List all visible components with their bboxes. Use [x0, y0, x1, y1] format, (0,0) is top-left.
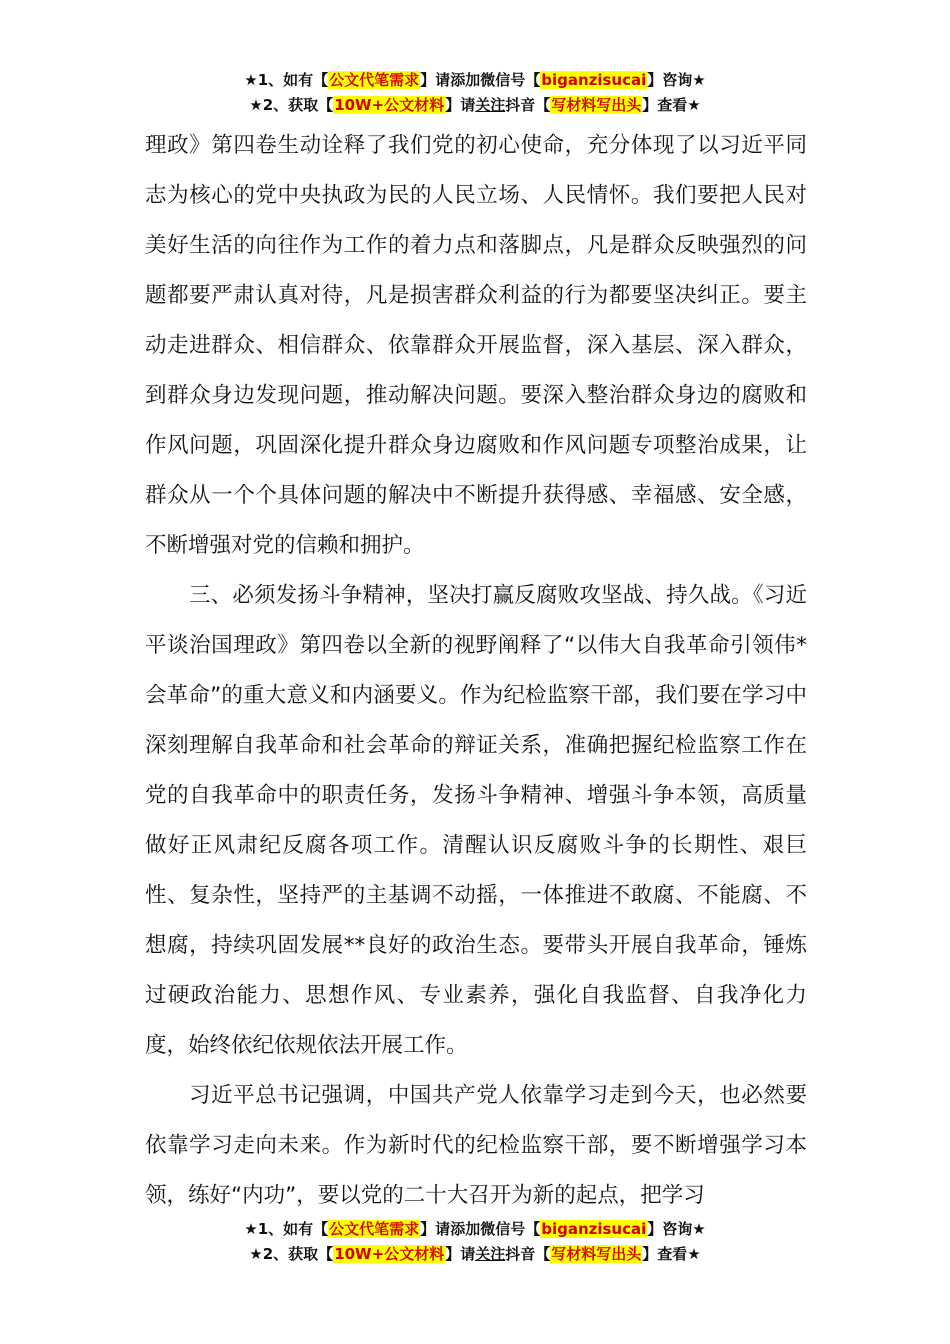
document-body: [145, 121, 807, 1221]
banner-text: 抖音【: [505, 1245, 551, 1263]
banner-highlight: biganzisucai: [541, 71, 647, 89]
footer-banner: [0, 1217, 950, 1267]
banner-line-2: [0, 93, 950, 118]
banner-text: ★2、获取【: [249, 1245, 334, 1263]
banner-line-2: [0, 1242, 950, 1267]
paragraph: 理政》第四卷生动诠释了我们党的初心使命，充分体现了以习近平同志为核心的党中央执政为民的人民立场、人民情怀。我们要把人民对美好生活的向往作为工作的着力点和落脚点，凡是群众反映强烈的问题都要严肃认真对待，凡是损害群众利益的行为都要坚决纠正。要主动走进群众、相信群众、依靠群众开展监督，深入基层、深入群众，到群众身边发现问题，推动解决问题。要深入整治群众身边的腐败和作风问题，巩固深化提升群众身边腐败和作风问题专项整治成果，让群众从一个个具体问题的解决中不断提升获得感、幸福感、安全感，不断增强对党的信赖和拥护。: [145, 133, 807, 558]
banner-text: 】请: [420, 1220, 451, 1238]
banner-text: 】请: [420, 71, 451, 89]
banner-line-1: [0, 68, 950, 93]
banner-text: 微信号【: [480, 71, 541, 89]
header-banner: [0, 68, 950, 118]
banner-emphasis: 添加: [450, 71, 481, 89]
banner-highlight: 写材料写出头: [551, 96, 642, 114]
banner-text: 抖音【: [505, 96, 551, 114]
paragraph: 三、必须发扬斗争精神，坚决打赢反腐败攻坚战、持久战。《习近平谈治国理政》第四卷以全新的视野阐释了“以伟大自我革命引领伟*会革命”的重大意义和内涵要义。作为纪检监察干部，我们要在学习中深刻理解自我革命和社会革命的辩证关系，准确把握纪检监察工作在党的自我革命中的职责任务，发扬斗争精神、增强斗争本领，高质量做好正风肃纪反腐各项工作。清醒认识反腐败斗争的长期性、艰巨性、复杂性，坚持严的主基调不动摇，一体推进不敢腐、不能腐、不想腐，持续巩固发展**良好的政治生态。要带头开展自我革命，锤炼过硬政治能力、思想作风、专业素养，强化自我监督、自我净化力度，始终依纪依规依法开展工作。: [145, 583, 807, 1058]
banner-highlight: 10W+公文材料: [334, 96, 445, 114]
banner-highlight: biganzisucai: [541, 1220, 647, 1238]
banner-highlight: 公文代笔需求: [329, 71, 420, 89]
banner-text: 】请: [445, 1245, 476, 1263]
banner-text: ★2、获取【: [249, 96, 334, 114]
banner-text: 】咨询★: [647, 1220, 706, 1238]
banner-text: 微信号【: [480, 1220, 541, 1238]
banner-highlight: 公文代笔需求: [329, 1220, 420, 1238]
banner-text: 】咨询★: [647, 71, 706, 89]
banner-text: ★1、如有【: [244, 1220, 329, 1238]
paragraph: 习近平总书记强调，中国共产党人依靠学习走到今天，也必然要依靠学习走向未来。作为新时代的纪检监察干部，要不断增强学习本领，练好“内功”，要以党的二十大召开为新的起点，把学习: [145, 1083, 807, 1208]
banner-text: ★1、如有【: [244, 71, 329, 89]
banner-emphasis: 关注: [475, 1245, 506, 1263]
banner-emphasis: 关注: [475, 96, 506, 114]
banner-highlight: 写材料写出头: [551, 1245, 642, 1263]
banner-text: 】查看★: [642, 96, 701, 114]
banner-emphasis: 添加: [450, 1220, 481, 1238]
banner-text: 】请: [445, 96, 476, 114]
banner-text: 】查看★: [642, 1245, 701, 1263]
banner-highlight: 10W+公文材料: [334, 1245, 445, 1263]
banner-line-1: [0, 1217, 950, 1242]
